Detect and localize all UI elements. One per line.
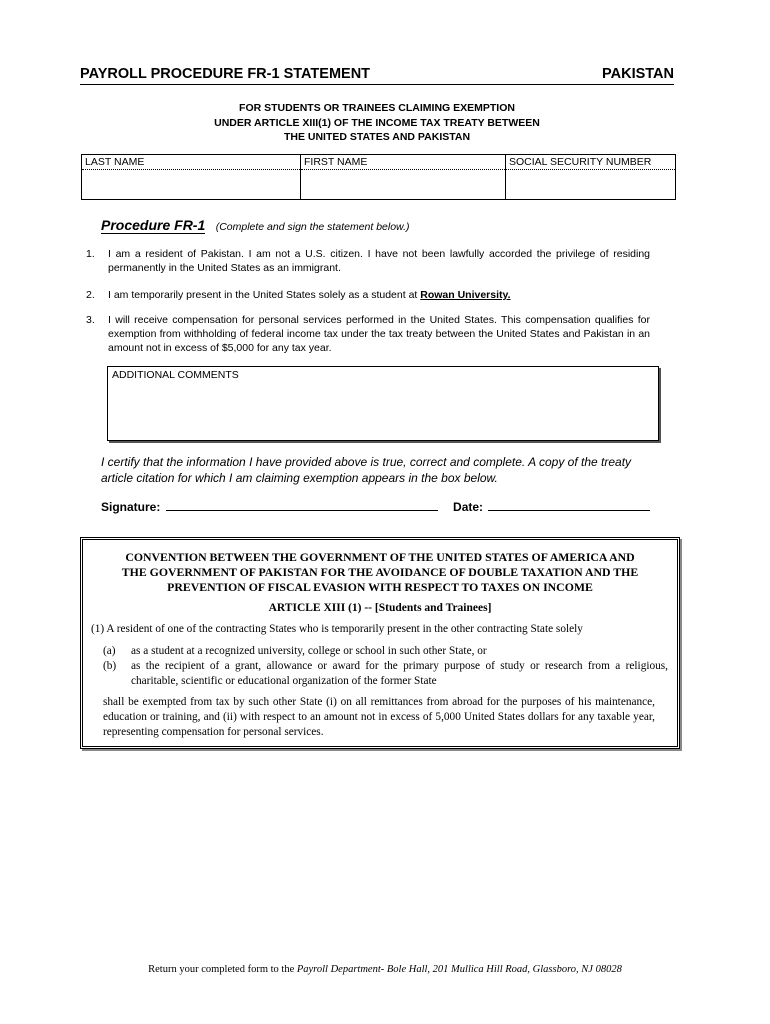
subtitle-line: UNDER ARTICLE XIII(1) OF THE INCOME TAX TREATY BETWEEN (214, 116, 540, 129)
item-text: I will receive compensation for personal services performed in the United States. This compensation qualifies for exemption from withholding of federal income tax under the tax treaty between the United States and Pakistan in an amount not in excess of $5,000 for any tax year. (108, 314, 650, 354)
signature-label: Signature: (101, 500, 161, 514)
convention-line: THE GOVERNMENT OF PAKISTAN FOR THE AVOIDANCE OF DOUBLE TAXATION AND THE (121, 565, 639, 579)
last-name-label: LAST NAME (82, 155, 300, 170)
signature-row (101, 500, 661, 514)
subtitle-line: FOR STUDENTS OR TRAINEES CLAIMING EXEMPTION (239, 102, 515, 114)
certification-text: I certify that the information I have provided above is true, correct and complete. A copy of the treaty article citation for which I am claiming exemption appears in the box below. (101, 455, 632, 485)
clause-text: as a student at a recognized university, college or school in such other State, or (131, 645, 487, 657)
item-number: 3. (86, 314, 95, 326)
item-text (108, 288, 650, 302)
ssn-label: SOCIAL SECURITY NUMBER (506, 155, 675, 170)
convention-title (83, 550, 677, 595)
clause-text: as the recipient of a grant, allowance or award for the primary purpose of study or research from a religious, charitable, scientific or educational organization of the former State (131, 660, 668, 687)
ssn-field[interactable] (506, 155, 675, 199)
footer-lead: Return your completed form to the (148, 964, 297, 975)
footer-return-address (0, 964, 770, 975)
article-paragraph-1: (1) A resident of one of the contracting States who is temporarily present in the other contracting State solely (91, 623, 583, 635)
footer-address: Payroll Department- Bole Hall, 201 Mullica Hill Road, Glassboro, NJ 08028 (296, 964, 622, 975)
article-exemption-text: shall be exempted from tax by such other State (i) on all remittances from abroad for the purposes of his maintenance, education or training, and (ii) with respect to an amount not in excess of 5,000 United States dollars for any taxable year, representing compensation for personal services. (103, 696, 655, 738)
form-header (80, 64, 674, 85)
item-number: 1. (86, 248, 95, 260)
item-text-lead: I am temporarily present in the United States solely as a student at (108, 289, 421, 301)
country-label: PAKISTAN (602, 66, 674, 82)
treaty-box (80, 537, 680, 749)
procedure-heading (101, 217, 409, 235)
convention-line: CONVENTION BETWEEN THE GOVERNMENT OF THE UNITED STATES OF AMERICA AND (125, 550, 635, 564)
additional-comments-box[interactable] (107, 366, 659, 441)
form-title: PAYROLL PROCEDURE FR-1 STATEMENT (80, 66, 371, 82)
first-name-label: FIRST NAME (301, 155, 505, 170)
article-heading: ARTICLE XIII (1) -- [Students and Trainees] (268, 602, 492, 614)
clause-label: (b) (103, 660, 117, 672)
procedure-title: Procedure FR-1 (101, 217, 206, 233)
form-subtitle (80, 101, 674, 145)
date-line[interactable] (488, 500, 650, 511)
last-name-field[interactable] (82, 155, 301, 199)
name-fields-table (81, 154, 676, 200)
convention-line: PREVENTION OF FISCAL EVASION WITH RESPECT TO TAXES ON INCOME (167, 580, 593, 594)
university-name: Rowan University. (420, 289, 511, 301)
date-label: Date: (453, 500, 484, 514)
subtitle-line: THE UNITED STATES AND PAKISTAN (283, 131, 471, 143)
clause-label: (a) (103, 645, 116, 657)
procedure-instruction: (Complete and sign the statement below.) (215, 221, 410, 233)
signature-line[interactable] (166, 500, 438, 511)
item-number: 2. (86, 289, 95, 301)
first-name-field[interactable] (301, 155, 506, 199)
additional-comments-label: ADDITIONAL COMMENTS (112, 369, 239, 381)
item-text: I am a resident of Pakistan. I am not a U.S. citizen. I have not been lawfully accorded the privilege of residing permanently in the United States as an immigrant. (108, 248, 650, 274)
